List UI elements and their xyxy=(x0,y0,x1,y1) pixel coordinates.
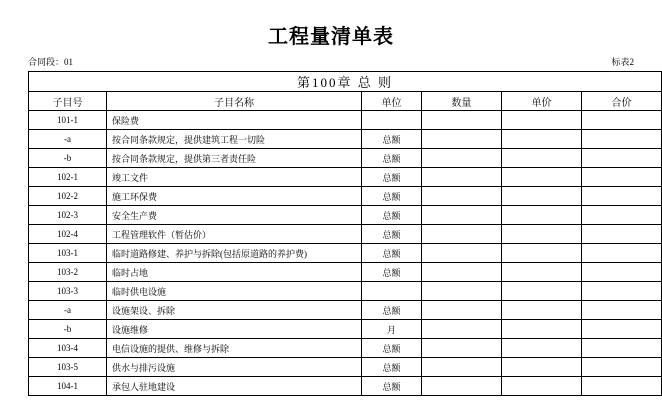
cell-total xyxy=(582,263,662,282)
cell-qty xyxy=(422,358,502,377)
cell-unit: 总额 xyxy=(362,225,422,244)
table-row xyxy=(29,320,662,339)
cell-price xyxy=(502,282,582,301)
table-row xyxy=(29,111,662,130)
cell-qty xyxy=(422,301,502,320)
cell-price xyxy=(502,187,582,206)
cell-code: 103-5 xyxy=(29,358,107,377)
cell-code: -b xyxy=(29,149,107,168)
cell-qty xyxy=(422,339,502,358)
cell-unit xyxy=(362,111,422,130)
cell-qty xyxy=(422,225,502,244)
cell-qty xyxy=(422,187,502,206)
bill-of-quantities-table xyxy=(28,71,662,396)
cell-qty xyxy=(422,320,502,339)
cell-code: 102-1 xyxy=(29,168,107,187)
cell-code: 104-1 xyxy=(29,377,107,396)
cell-total xyxy=(582,377,662,396)
table-row xyxy=(29,244,662,263)
table-row xyxy=(29,130,662,149)
cell-name: 供水与排污设施 xyxy=(107,358,362,377)
cell-price xyxy=(502,206,582,225)
cell-name: 电信设施的提供、维修与拆除 xyxy=(107,339,362,358)
cell-total xyxy=(582,168,662,187)
cell-price xyxy=(502,301,582,320)
cell-total xyxy=(582,244,662,263)
table-row xyxy=(29,377,662,396)
cell-code: -a xyxy=(29,301,107,320)
table-row xyxy=(29,149,662,168)
column-header-qty: 数量 xyxy=(422,92,502,111)
cell-unit: 总额 xyxy=(362,358,422,377)
cell-qty xyxy=(422,263,502,282)
contract-section-label: 合同段：01 xyxy=(28,57,74,67)
cell-price xyxy=(502,244,582,263)
cell-price xyxy=(502,111,582,130)
cell-unit: 月 xyxy=(362,320,422,339)
column-header-unit: 单位 xyxy=(362,92,422,111)
cell-qty xyxy=(422,282,502,301)
cell-qty xyxy=(422,130,502,149)
cell-total xyxy=(582,149,662,168)
cell-code: -a xyxy=(29,130,107,149)
cell-name: 设施架设、拆除 xyxy=(107,301,362,320)
table-header-row xyxy=(29,92,662,111)
chapter-title: 第100章 总 则 xyxy=(29,72,662,92)
form-number-label: 标表2 xyxy=(611,57,634,67)
cell-price xyxy=(502,168,582,187)
cell-code: 103-4 xyxy=(29,339,107,358)
cell-code: 102-4 xyxy=(29,225,107,244)
cell-unit: 总额 xyxy=(362,149,422,168)
cell-name: 临时道路修建、养护与拆除(包括原道路的养护费) xyxy=(107,244,362,263)
table-chapter-row xyxy=(29,72,662,92)
table-row xyxy=(29,301,662,320)
cell-price xyxy=(502,377,582,396)
cell-name: 竣工文件 xyxy=(107,168,362,187)
cell-code: -b xyxy=(29,320,107,339)
cell-code: 101-1 xyxy=(29,111,107,130)
cell-code: 102-3 xyxy=(29,206,107,225)
cell-qty xyxy=(422,168,502,187)
cell-name: 安全生产费 xyxy=(107,206,362,225)
cell-name: 工程管理软件（暂估价） xyxy=(107,225,362,244)
cell-name: 临时占地 xyxy=(107,263,362,282)
column-header-price: 单价 xyxy=(502,92,582,111)
cell-name: 承包人驻地建设 xyxy=(107,377,362,396)
cell-name: 保险费 xyxy=(107,111,362,130)
cell-qty xyxy=(422,206,502,225)
column-header-total: 合价 xyxy=(582,92,662,111)
cell-name: 临时供电设施 xyxy=(107,282,362,301)
cell-price xyxy=(502,358,582,377)
cell-unit xyxy=(362,282,422,301)
cell-name: 施工环保费 xyxy=(107,187,362,206)
cell-code: 102-2 xyxy=(29,187,107,206)
table-row xyxy=(29,339,662,358)
cell-price xyxy=(502,263,582,282)
cell-total xyxy=(582,339,662,358)
cell-unit: 总额 xyxy=(362,187,422,206)
table-row xyxy=(29,168,662,187)
cell-total xyxy=(582,130,662,149)
cell-unit: 总额 xyxy=(362,130,422,149)
table-row xyxy=(29,282,662,301)
cell-total xyxy=(582,358,662,377)
cell-total xyxy=(582,301,662,320)
document-meta xyxy=(28,55,634,71)
cell-qty xyxy=(422,149,502,168)
cell-price xyxy=(502,225,582,244)
cell-unit: 总额 xyxy=(362,206,422,225)
cell-price xyxy=(502,149,582,168)
cell-price xyxy=(502,320,582,339)
cell-qty xyxy=(422,111,502,130)
column-header-name: 子目名称 xyxy=(107,92,362,111)
cell-code: 103-1 xyxy=(29,244,107,263)
cell-unit: 总额 xyxy=(362,377,422,396)
cell-unit: 总额 xyxy=(362,168,422,187)
cell-unit: 总额 xyxy=(362,301,422,320)
cell-qty xyxy=(422,244,502,263)
cell-unit: 总额 xyxy=(362,339,422,358)
cell-unit: 总额 xyxy=(362,244,422,263)
table-row xyxy=(29,206,662,225)
cell-total xyxy=(582,111,662,130)
cell-name: 按合同条款规定，提供第三者责任险 xyxy=(107,149,362,168)
table-row xyxy=(29,187,662,206)
cell-total xyxy=(582,187,662,206)
cell-unit: 总额 xyxy=(362,263,422,282)
cell-name: 按合同条款规定，提供建筑工程一切险 xyxy=(107,130,362,149)
column-header-code: 子目号 xyxy=(29,92,107,111)
cell-code: 103-3 xyxy=(29,282,107,301)
cell-total xyxy=(582,225,662,244)
cell-qty xyxy=(422,377,502,396)
cell-total xyxy=(582,206,662,225)
cell-price xyxy=(502,130,582,149)
cell-total xyxy=(582,320,662,339)
cell-name: 设施维修 xyxy=(107,320,362,339)
page-title: 工程量清单表 xyxy=(268,26,394,48)
table-row xyxy=(29,225,662,244)
table-row xyxy=(29,358,662,377)
cell-price xyxy=(502,339,582,358)
cell-total xyxy=(582,282,662,301)
cell-code: 103-2 xyxy=(29,263,107,282)
table-row xyxy=(29,263,662,282)
